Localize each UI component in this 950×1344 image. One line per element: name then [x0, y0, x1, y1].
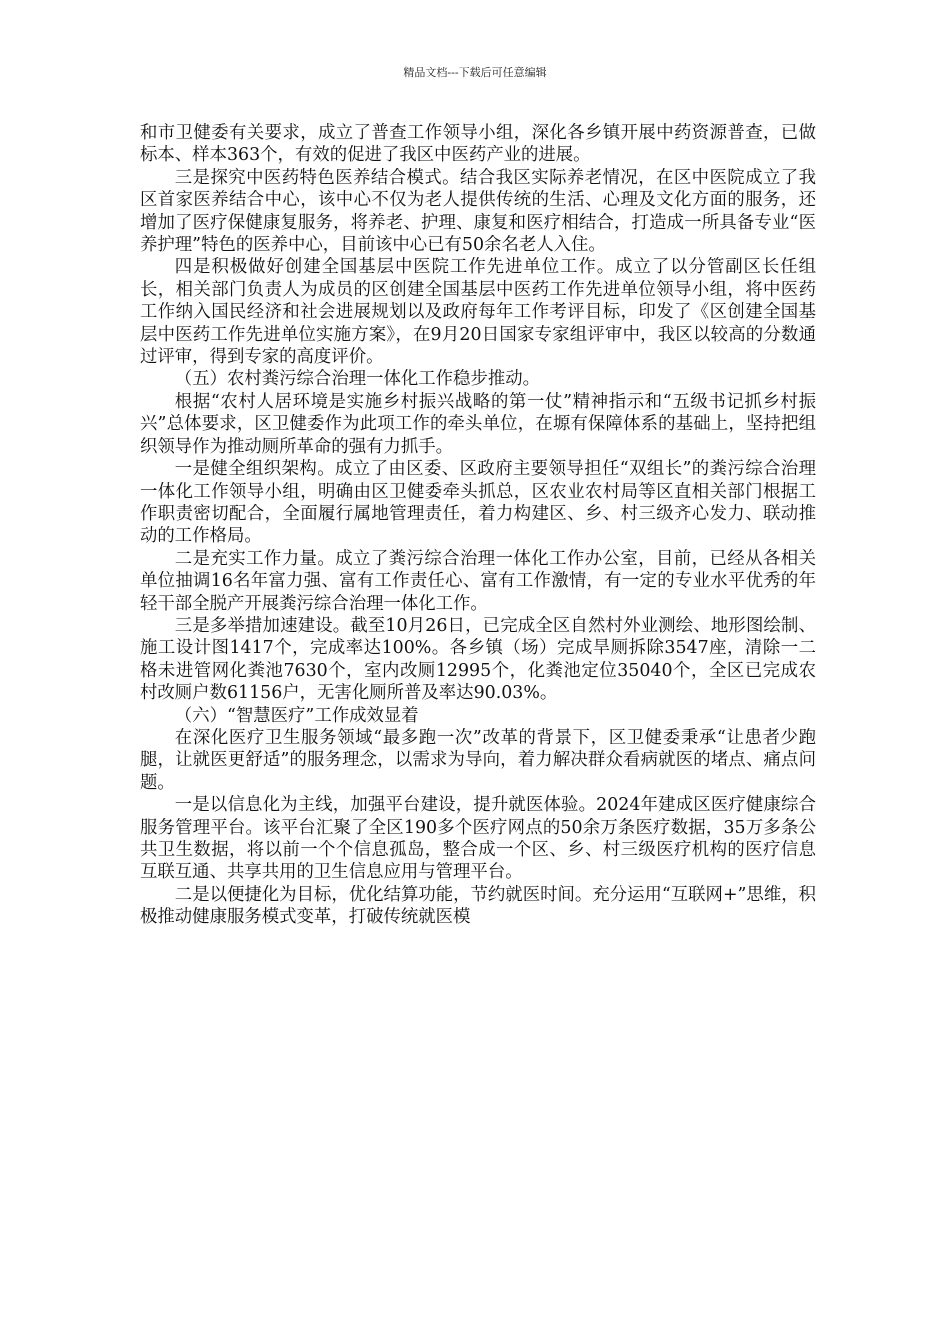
paragraph-informatization: 一是以信息化为主线，加强平台建设，提升就医体验。2024年建成区医疗健康综合服务管理平台。该平台汇聚了全区190多个医疗网点的50余万条医疗数据，35万多条公共卫生数据，将以前一个个信息孤岛，整合成一个区、乡、村三级医疗机构的医疗信息互联互通、共享共用的卫生信息应用与管理平台。 [140, 795, 816, 883]
paragraph-workforce: 二是充实工作力量。成立了粪污综合治理一体化工作办公室，目前，已经从各相关单位抽调16名年富力强、富有工作责任心、富有工作激情，有一定的专业水平优秀的年轻干部全脱产开展粪污综合治理一体化工作。 [140, 548, 816, 614]
paragraph-advanced-unit: 四是积极做好创建全国基层中医院工作先进单位工作。成立了以分管副区长任组长，相关部门负责人为成员的区创建全国基层中医药工作先进单位领导小组，将中医药工作纳入国民经济和社会进展规划以及政府每年工作考评目标，印发了《区创建全国基层中医药工作先进单位实施方案》，在9月20日国家专家组评审中，我区以较高的分数通过评审，得到专家的高度评价。 [140, 257, 816, 368]
paragraph-organization: 一是健全组织架构。成立了由区委、区政府主要领导担任“双组长”的粪污综合治理一体化工作领导小组，明确由区卫健委牵头抓总，区农业农村局等区直相关部门根据工作职责密切配合，全面履行属地管理责任，着力构建区、乡、村三级齐心发力、联动推动的工作格局。 [140, 459, 816, 547]
section-heading-5: （五）农村粪污综合治理一体化工作稳步推动。 [174, 369, 541, 390]
paragraph-tcm-elderly-care: 三是探究中医药特色医养结合模式。结合我区实际养老情况，在区中医院成立了我区首家医养结合中心，该中心不仅为老人提供传统的生活、心理及文化方面的服务，还增加了医疗保健康复服务，将养老、护理、康复和医疗相结合，打造成一所具备专业“医养护理”特色的医养中心，目前该中心已有50余名老人入住。 [140, 167, 816, 256]
paragraph-continuation: 和市卫健委有关要求，成立了普查工作领导小组，深化各乡镇开展中药资源普查，已做标本、样本363个，有效的促进了我区中医药产业的进展。 [140, 123, 816, 166]
paragraph-convenience: 二是以便捷化为目标，优化结算功能，节约就医时间。充分运用“互联网+”思维，积极推动健康服务模式变革，打破传统就医模 [140, 884, 816, 928]
paragraph-rural-sanitation-intro: 根据“农村人居环境是实施乡村振兴战略的第一仗”精神指示和“五级书记抓乡村振兴”总体要求，区卫健委作为此项工作的牵头单位，在塬有保障体系的基础上，坚持把组织领导作为推动厕所革命的强有力抓手。 [140, 391, 816, 457]
paragraph-construction: 三是多举措加速建设。截至10月26日，已完成全区自然村外业测绘、地形图绘制、施工设计图1417个，完成率达100%。各乡镇（场）完成旱厕拆除3547座，清除一二格未进管网化粪池7630个，室内改厕12995个，化粪池定位35040个，全区已完成农村改厕户数61156户，无害化厕所普及率达90.03%。 [140, 615, 816, 704]
paragraph-smart-medical-intro: 在深化医疗卫生服务领域“最多跑一次”改革的背景下，区卫健委秉承“让患者少跑腿，让就医更舒适”的服务理念，以需求为导向，着力解决群众看病就医的堵点、痛点问题。 [140, 727, 816, 793]
document-body [140, 122, 816, 929]
section-heading-6: （六）“智慧医疗”工作成效显着 [174, 705, 419, 726]
page-header: 精品文档---下载后可任意编辑 [403, 66, 547, 79]
